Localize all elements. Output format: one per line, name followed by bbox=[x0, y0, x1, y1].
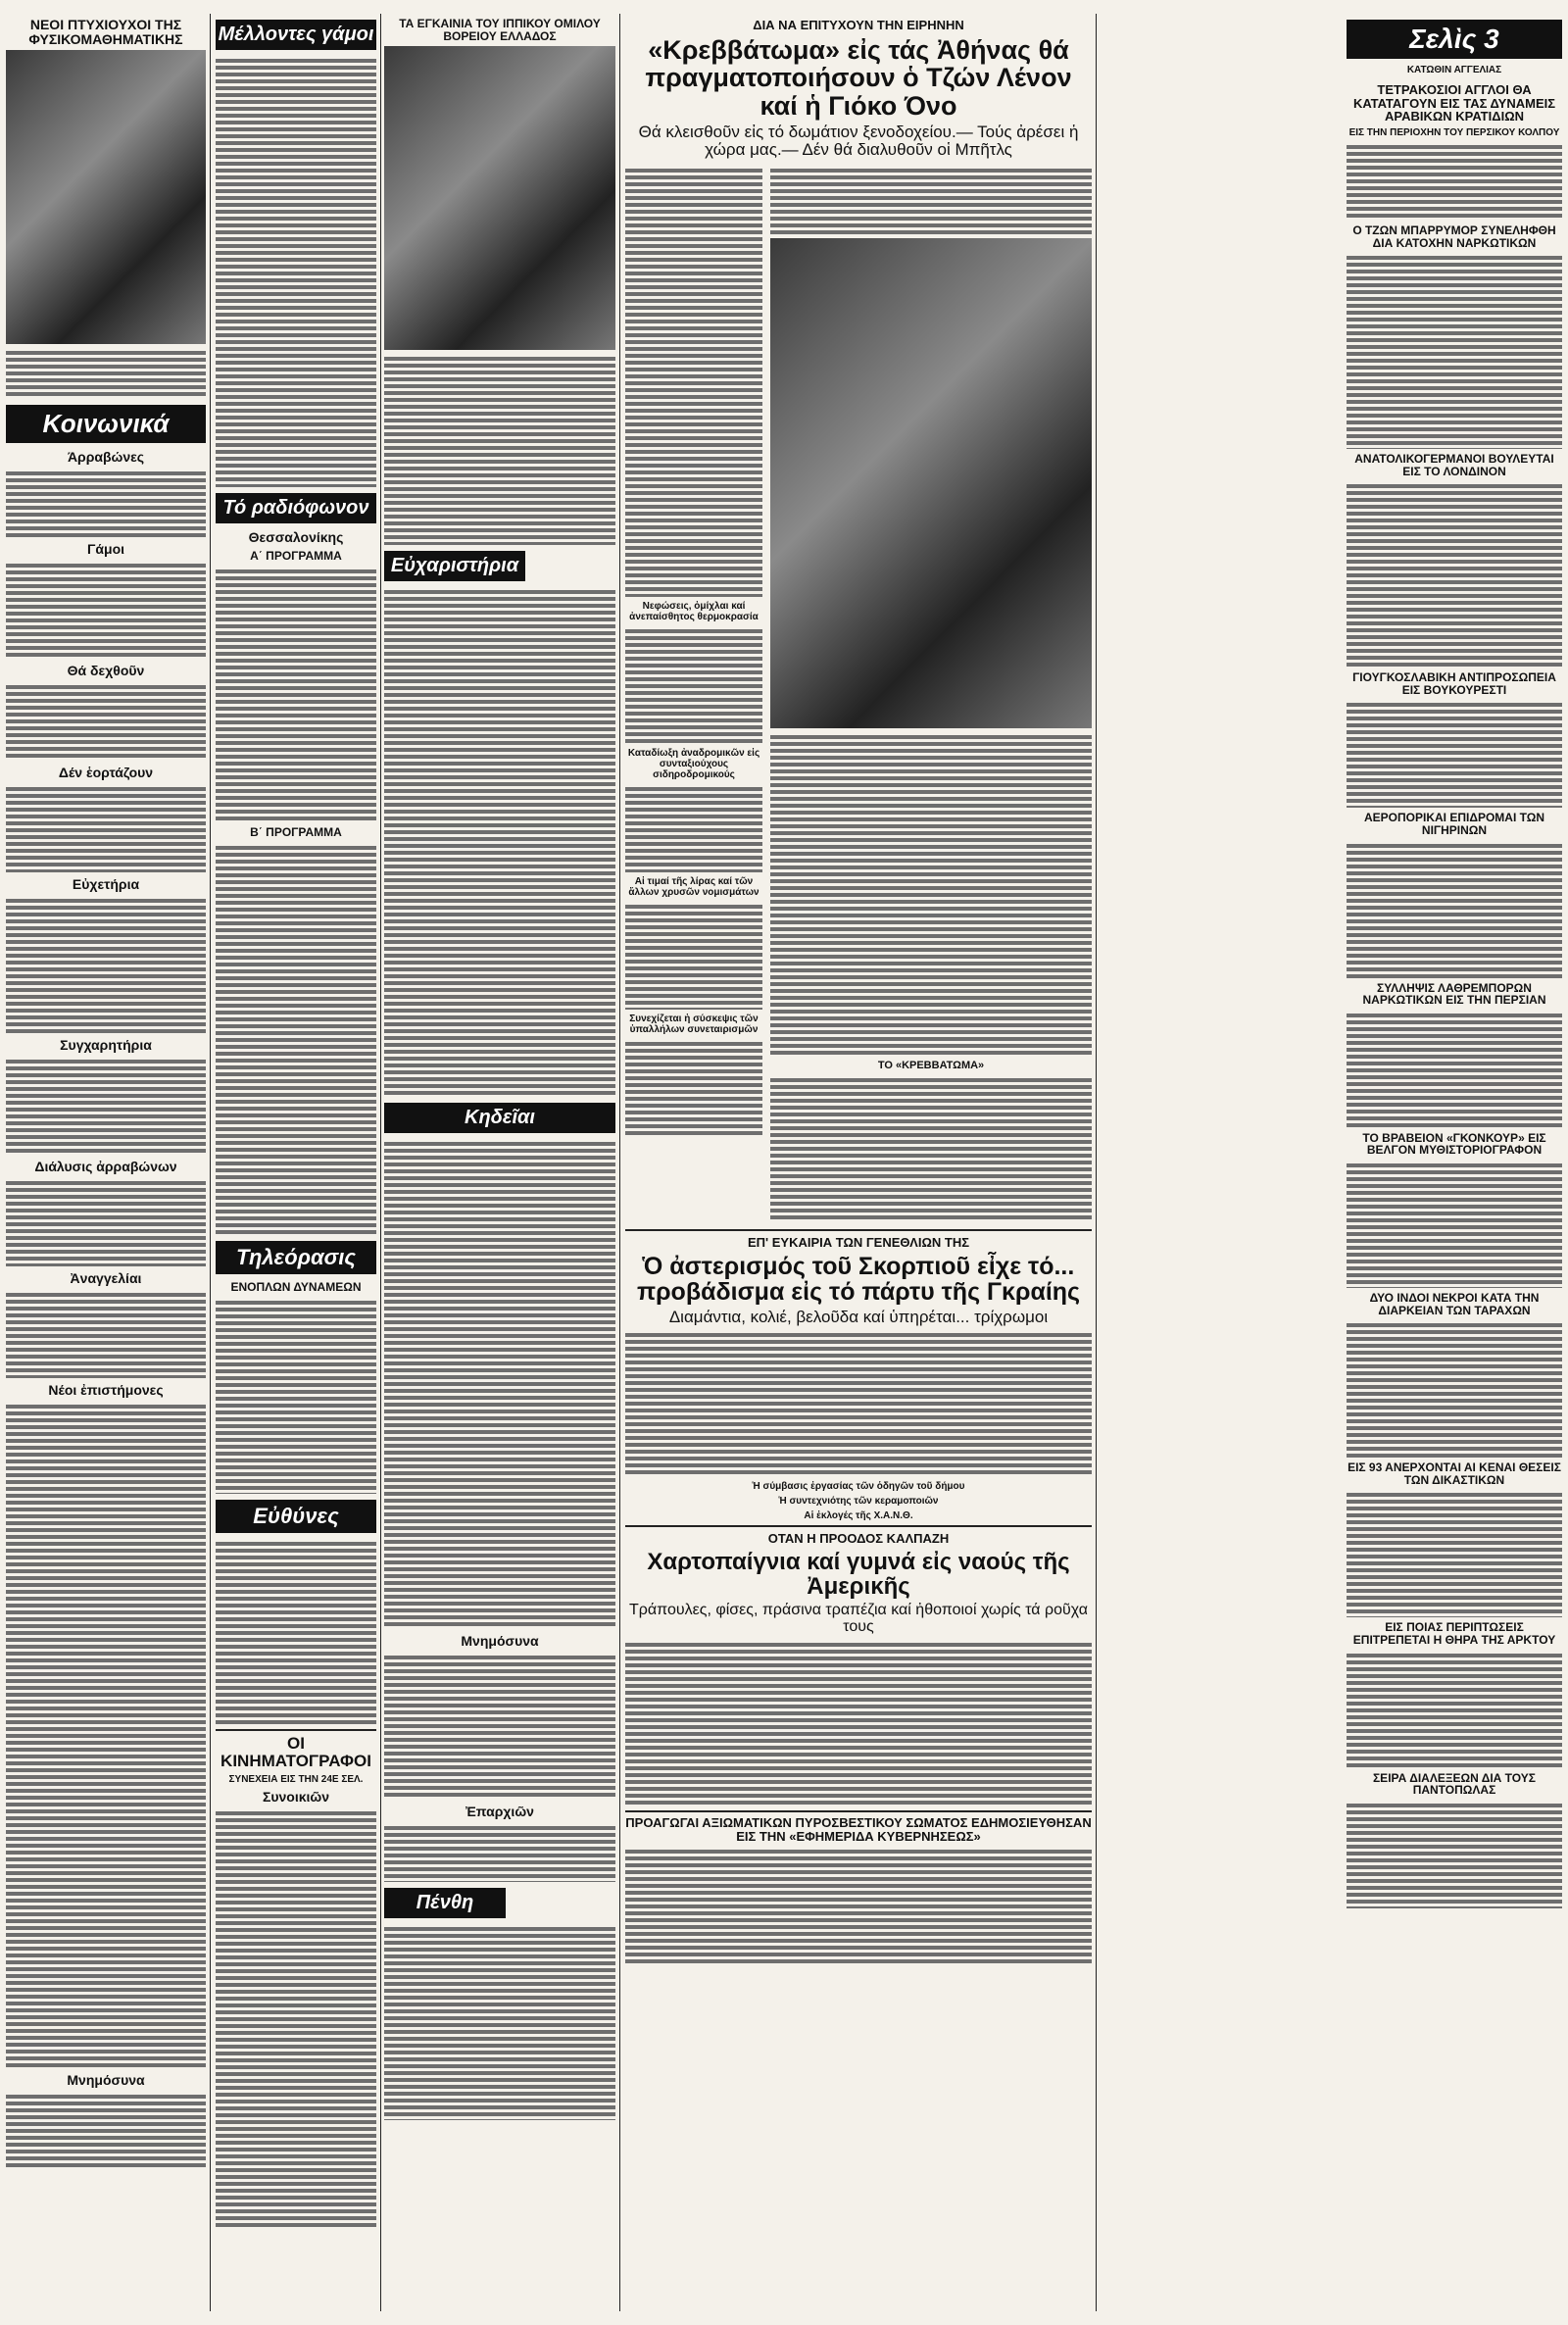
mid-b: Καταδίωξη ἀναδρομικῶν εἰς συνταξιούχους σιδηροδρομικούς bbox=[627, 747, 760, 780]
headline-firemen: ΠΡΟΑΓΩΓΑΙ ΑΞΙΩΜΑΤΙΚΩΝ ΠΥΡΟΣΒΕΣΤΙΚΟΥ ΣΩΜΑΤΟΣ ΕΔΗΜΟΣΙΕΥΘΗΣΑΝ ΕΙΣ ΤΗΝ «ΕΦΗΜΕΡΙΔΑ ΚΥΒΕΡΝΗΣΕΩΣ» bbox=[625, 1815, 1092, 1844]
headline-scorpio: Ὁ ἀστερισμός τοῦ Σκορπιοῦ εἶχε τό... προβάδισμα εἰς τό πάρτυ τῆς Γκραίης bbox=[636, 1252, 1081, 1306]
euthynes-title: Εὐθύνες bbox=[216, 1500, 376, 1533]
kicker-birthday: ΕΠ' ΕΥΚΑΙΡΙΑ ΤΩΝ ΓΕΝΕΘΛΙΩΝ ΤΗΣ bbox=[747, 1234, 970, 1250]
kicker-peace: ΔΙΑ ΝΑ ΕΠΙΤΥΧΟΥΝ ΤΗΝ ΕΙΡΗΝΗΝ bbox=[753, 18, 964, 32]
thanks-title: Εὐχαριστήρια bbox=[384, 551, 525, 581]
mid-g: Αἱ ἐκλογές τῆς Χ.Α.Ν.Θ. bbox=[804, 1510, 913, 1522]
program-a: Α΄ ΠΡΟΓΡΑΜΜΑ bbox=[250, 549, 342, 563]
column-5 bbox=[1102, 14, 1562, 2311]
graduates-photo bbox=[6, 50, 206, 344]
column-4 bbox=[625, 14, 1092, 2311]
page-brand-sub: ΚΑΤΩΘΙΝ ΑΓΓΕΛΙΑΣ bbox=[1406, 65, 1502, 75]
sub-receptions: Θά δεχθοῦν bbox=[67, 663, 145, 679]
program-b: Β΄ ΠΡΟΓΡΑΜΜΑ bbox=[250, 825, 342, 839]
headline-h4: ΓΙΟΥΓΚΟΣΛΑΒΙΚΗ ΑΝΤΙΠΡΟΣΩΠΕΙΑ ΕΙΣ ΒΟΥΚΟΥΡΕΣΤΙ bbox=[1352, 670, 1556, 697]
headline-h10: ΕΙΣ ΠΟΙΑΣ ΠΕΡΙΠΤΩΣΕΙΣ ΕΠΙΤΡΕΠΕΤΑΙ Η ΘΗΡΑ ΤΗΣ ΑΡΚΤΟΥ bbox=[1352, 1620, 1556, 1648]
deck-gambling: Τράπουλες, φίσες, πράσινα τραπέζια καί ἠθοποιοί χωρίς τά ροῦχα τους bbox=[629, 1602, 1088, 1636]
mid-e: Ἡ σύμβασις ἐργασίας τῶν ὁδηγῶν τοῦ δήμου bbox=[752, 1481, 965, 1493]
column-1 bbox=[6, 14, 206, 2311]
tv-sub: ΕΝΟΠΛΩΝ ΔΥΝΑΜΕΩΝ bbox=[230, 1280, 362, 1294]
mid-f: Ἡ συντεχνιότης τῶν κεραμοποιῶν bbox=[778, 1496, 939, 1508]
headline-h6: ΣΥΛΛΗΨΙΣ ΛΑΘΡΕΜΠΟΡΩΝ ΝΑΡΚΩΤΙΚΩΝ ΕΙΣ ΤΗΝ ΠΕΡΣΙΑΝ bbox=[1362, 980, 1546, 1008]
mid-a: Νεφώσεις, ὀμίχλαι καί ἀνεπαίσθητος θερμοκρασία bbox=[629, 600, 759, 622]
sub-scientists: Νέοι ἐπιστήμονες bbox=[48, 1382, 164, 1399]
col1-title: ΝΕΟΙ ΠΤΥΧΙΟΥΧΟΙ ΤΗΣ ΦΥΣΙΚΟΜΑΘΗΜΑΤΙΚΗΣ bbox=[28, 17, 183, 47]
sub-nofeast: Δέν ἑορτάζουν bbox=[58, 765, 154, 781]
mid-c: Αἱ τιμαί τῆς λίρας καί τῶν ἄλλων χρυσῶν νομισμάτων bbox=[628, 875, 760, 898]
headline-gambling: Χαρτοπαίγνια καί γυμνά εἰς ναούς τῆς Ἀμερικῆς bbox=[647, 1549, 1070, 1601]
headline-h9: ΕΙΣ 93 ΑΝΕΡΧΟΝΤΑΙ ΑΙ ΚΕΝΑΙ ΘΕΣΕΙΣ ΤΩΝ ΔΙΚΑΣΤΙΚΩΝ bbox=[1348, 1460, 1561, 1487]
kicker-progress: ΟΤΑΝ Η ΠΡΟΟΔΟΣ ΚΑΛΠΑΖΗ bbox=[767, 1531, 950, 1547]
column-2 bbox=[216, 14, 376, 2311]
col3-title: ΤΑ ΕΓΚΑΙΝΙΑ ΤΟΥ ΙΠΠΙΚΟΥ ΟΜΙΛΟΥ ΒΟΡΕΙΟΥ ΕΛΛΑΔΟΣ bbox=[399, 17, 601, 43]
future-weddings-title: Μέλλοντες γάμοι bbox=[216, 20, 376, 50]
headline-h2: Ο ΤΖΩΝ ΜΠΑΡΡΥΜΟΡ ΣΥΝΕΛΗΦΘΗ ΔΙΑ ΚΑΤΟΧΗΝ ΝΑΡΚΩΤΙΚΩΝ bbox=[1352, 223, 1556, 250]
headline-bed-in: «Κρεββάτωμα» εἰς τάς Ἀθήνας θά πραγματοποιήσουν ὁ Τζών Λένον καί ἡ Γιόκο Όνο bbox=[645, 35, 1072, 121]
page-brand: Σελὶς 3 bbox=[1347, 20, 1562, 59]
headline-h7: ΤΟ ΒΡΑΒΕΙΟΝ «ΓΚΟΝΚΟΥΡ» ΕΙΣ ΒΕΛΓΟΝ ΜΥΘΙΣΤΟΡΙΟΓΡΑΦΟΝ bbox=[1362, 1130, 1546, 1158]
headline-h5: ΑΕΡΟΠΟΡΙΚΑΙ ΕΠΙΔΡΟΜΑΙ ΤΩΝ ΝΙΓΗΡΙΝΩΝ bbox=[1363, 811, 1545, 838]
sub-congrats: Συγχαρητήρια bbox=[60, 1037, 152, 1054]
mid-d: Συνεχίζεται ἡ σύσκεψις τῶν ὑπαλλήλων συνεταιρισμῶν bbox=[629, 1013, 759, 1035]
sub-engagements: Άρραβώνες bbox=[67, 449, 145, 466]
headline-h1b: ΕΙΣ ΤΗΝ ΠΕΡΙΟΧΗΝ ΤΟΥ ΠΕΡΣΙΚΟΥ ΚΟΛΠΟΥ bbox=[1348, 126, 1560, 138]
deck-bed-in: Θά κλεισθοῦν εἰς τό δωμάτιον ξενοδοχείου.— Τούς ἀρέσει ἡ χώρα μας.— Δέν θά διαλυθοῦν οἱ Μπῆτλς bbox=[638, 123, 1079, 159]
headline-h3: ΑΝΑΤΟΛΙΚΟΓΕΡΜΑΝΟΙ ΒΟΥΛΕΥΤΑΙ ΕΙΣ ΤΟ ΛΟΝΔΙΝΟΝ bbox=[1354, 452, 1554, 478]
sub-weddings: Γάμοι bbox=[86, 541, 125, 558]
sub-memorials: Μνημόσυνα bbox=[67, 2072, 145, 2089]
eparchies-title: Ἐπαρχιῶν bbox=[466, 1804, 534, 1820]
headline-h1: ΤΕΤΡΑΚΟΣΙΟΙ ΑΓΓΛΟΙ ΘΑ ΚΑΤΑΤΑΓΟΥΝ ΕΙΣ ΤΑΣ ΔΥΝΑΜΕΙΣ ΑΡΑΒΙΚΩΝ ΚΡΑΤΙΔΙΩΝ bbox=[1352, 82, 1556, 124]
caption-text bbox=[6, 348, 206, 399]
bed-in-section-title: ΤΟ «ΚΡΕΒΒΑΤΩΜΑ» bbox=[877, 1059, 985, 1071]
tv-title: Τηλεόρασις bbox=[216, 1241, 376, 1274]
mourning-title: Πένθη bbox=[384, 1888, 506, 1918]
sub-wishes: Εὐχετήρια bbox=[72, 876, 140, 893]
synoikia-title: Συνοικιῶν bbox=[262, 1788, 330, 1805]
section-social: Κοινωνικά bbox=[6, 405, 206, 443]
radio-title: Τό ραδιόφωνον bbox=[216, 493, 376, 523]
radio-sub: Θεσσαλονίκης bbox=[248, 529, 344, 545]
column-3 bbox=[384, 14, 615, 2311]
sub-breakup: Διάλυσις ἀρραβώνων bbox=[34, 1159, 177, 1175]
horse-club-photo bbox=[384, 46, 615, 350]
cinemas-title: ΟΙ ΚΙΝΗΜΑΤΟΓΡΑΦΟΙ bbox=[220, 1734, 371, 1770]
lennon-ono-photo bbox=[770, 238, 1092, 728]
sub-announce: Ἀναγγελίαι bbox=[70, 1270, 142, 1287]
memorials-title: Μνημόσυνα bbox=[461, 1633, 539, 1650]
funerals-title: Κηδεῖαι bbox=[384, 1103, 615, 1133]
cinemas-sub: ΣΥΝΕΧΕΙΑ ΕΙΣ ΤΗΝ 24Ε ΣΕΛ. bbox=[228, 1773, 364, 1785]
headline-h8: ΔΥΟ ΙΝΔΟΙ ΝΕΚΡΟΙ ΚΑΤΑ ΤΗΝ ΔΙΑΡΚΕΙΑΝ ΤΩΝ ΤΑΡΑΧΩΝ bbox=[1369, 1291, 1540, 1317]
deck-scorpio: Διαμάντια, κολιέ, βελοῦδα καί ὑπηρέται... τρίχρωμοι bbox=[668, 1308, 1049, 1327]
headline-h11: ΣΕΙΡΑ ΔΙΑΛΕΞΕΩΝ ΔΙΑ ΤΟΥΣ ΠΑΝΤΟΠΩΛΑΣ bbox=[1372, 1770, 1537, 1798]
